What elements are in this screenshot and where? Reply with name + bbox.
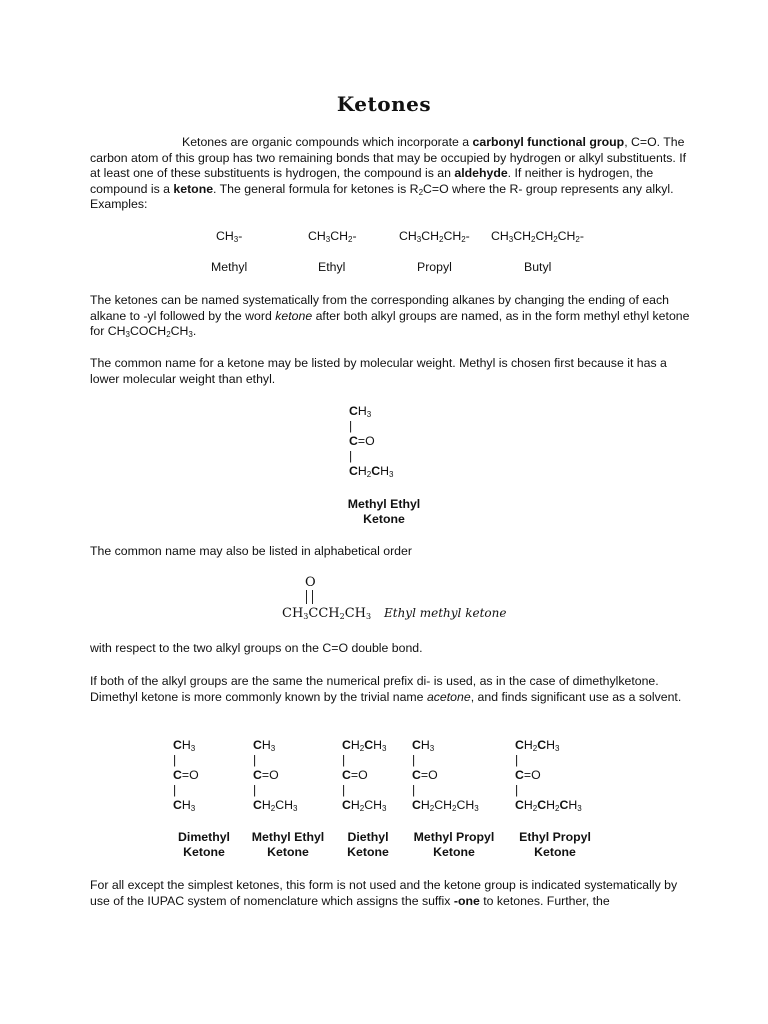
iupac-paragraph: For all except the simplest ketones, this form is not used and the ketone group is indicated systematically by use of the IUPAC system of nomenclature which assigns the suffix -one to ketones. Further, the	[90, 878, 678, 908]
caption-diethyl: Diethyl Ketone	[347, 830, 389, 859]
page-title: Ketones	[336, 92, 432, 116]
structure-dimethyl: $CH_3$ | C=O | $CH_3$	[173, 738, 199, 813]
structure-ethyl-propyl: $CH_2CH_3$ | C=O | $CH_2CH_2CH_3$	[515, 738, 582, 813]
alkyl-formula-butyl: $CH_3CH_2CH_2CH_2-$	[491, 229, 584, 244]
caption-ethyl-propyl: Ethyl Propyl Ketone	[519, 830, 591, 859]
molecular-weight-paragraph: The common name for a ketone may be listed by molecular weight. Methyl is chosen first because it has a lower molecular weight than ethyl.	[90, 356, 667, 386]
intro-paragraph: Ketones are organic compounds which incorporate a carbonyl functional group, C=O. The carbon atom of this group has two remaining bonds that may be occupied by hydrogen or alkyl substituents. If at least one of these substituents is hydrogen, the compound is an aldehyde. If neither is hydrogen, the compound is a ketone. The general formula for ketones is $R_2C=O$ where the R- group represents any alkyl. Examples:	[90, 135, 687, 211]
alkyl-name-methyl: Methyl	[211, 260, 248, 274]
mek-caption: Methyl Ethyl Ketone	[347, 497, 421, 526]
alkyl-name-butyl: Butyl	[524, 260, 552, 274]
alkyl-name-ethyl: Ethyl	[318, 260, 346, 274]
alkyl-formula-methyl: $CH_3-$	[216, 229, 243, 244]
alphabetical-paragraph: The common name may also be listed in alphabetical order	[90, 544, 412, 558]
caption-methyl-ethyl: Methyl Ethyl Ketone	[251, 830, 325, 859]
double-bond-paragraph: with respect to the two alkyl groups on the C=O double bond.	[90, 641, 423, 655]
structure-methyl-ethyl: $CH_3$ | C=O | $CH_2CH_3$	[253, 738, 298, 813]
mek-structure: $CH_3$ | C=O | $CH_2CH_3$	[349, 404, 394, 479]
structure-diethyl: $CH_2CH_3$ | C=O | $CH_2CH_3$	[342, 738, 387, 813]
acetone-paragraph: If both of the alkyl groups are the same the numerical prefix di- is used, as in the case of dimethylketone. Dimethyl ketone is more commonly known by the trivial name acetone, and finds significant use as a solvent.	[90, 674, 682, 704]
emk-formula: $CH_3CCH_2CH_3$	[282, 606, 372, 621]
emk-label: Ethyl methyl ketone	[384, 606, 507, 620]
alkyl-formula-ethyl: $CH_3CH_2-$	[308, 229, 357, 244]
alkyl-name-propyl: Propyl	[417, 260, 452, 274]
emk-double-bond	[306, 590, 313, 604]
emk-oxygen: O	[305, 575, 316, 590]
structure-methyl-propyl: $CH_3$ | C=O | $CH_2CH_2CH_3$	[412, 738, 479, 813]
caption-methyl-propyl: Methyl Propyl Ketone	[413, 830, 495, 859]
alkyl-formula-propyl: $CH_3CH_2CH_2-$	[399, 229, 470, 244]
caption-dimethyl: Dimethyl Ketone	[178, 830, 230, 859]
naming-paragraph: The ketones can be named systematically from the corresponding alkanes by changing the ending of each alkane to -yl followed by the word ketone after both alkyl groups are named, as in the form methyl ethyl ketone for $CH_3COCH_2CH_3$.	[90, 293, 690, 339]
